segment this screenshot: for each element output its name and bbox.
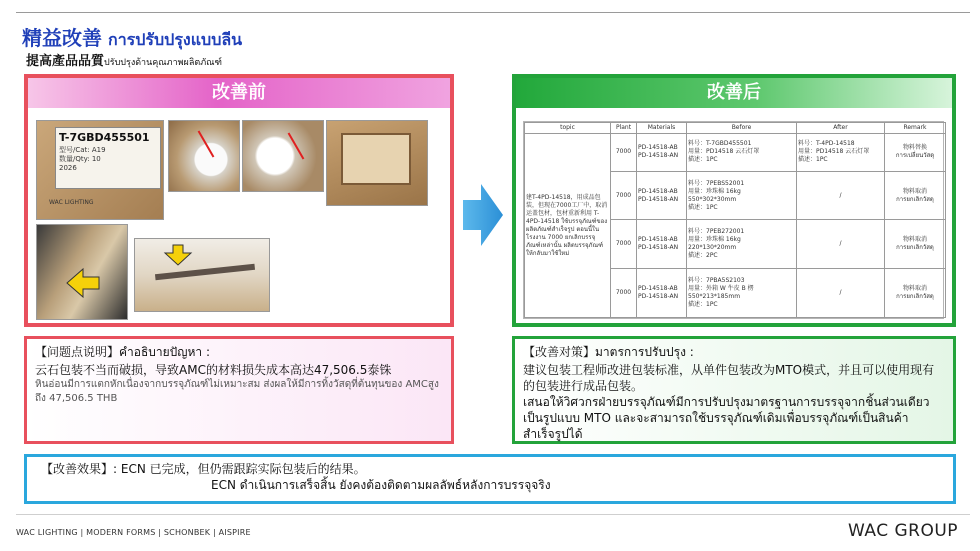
red-arrow-icon (198, 131, 215, 158)
col-header: Plant (611, 123, 637, 134)
label-code: T-7GBD455501 (59, 131, 150, 144)
effect-text-thai: ECN ดำเนินการเสร็จสิ้น ยังคงต้องติดตามผลลัพธ์หลังการบรรจุจริง (211, 478, 551, 492)
improvement-effect-box (24, 454, 956, 504)
before-cell: 料号：7PEB272001 用量：珍珠棉 16kg 220*130*20mm 描述：2PC (687, 220, 797, 269)
table-header-row (525, 123, 946, 134)
materials-cell: PD-14518-AB PD-14518-AN (637, 171, 687, 220)
strip-photo (36, 224, 128, 320)
measure-text-cn: 建议包装工程师改进包装标准，从单件包装改为MTO模式，并且可以使用现有的包装进行成品包装。 (523, 363, 935, 393)
footer-brands: WAC LIGHTING | MODERN FORMS | SCHONBEK | AISPIRE (16, 528, 251, 537)
page-subtitle-cn: 提高產品品質 (26, 54, 105, 69)
col-header: Materials (637, 123, 687, 134)
plant-cell: 7000 (611, 171, 637, 220)
carton-photo (326, 120, 428, 206)
problem-text-cn: 云石包装不当而破损，导致AMC的材料损失成本高达47,506.5泰铢 (35, 363, 392, 377)
problem-description-box (24, 336, 454, 444)
after-cell: / (797, 220, 885, 269)
broken-lamp-photo-1 (168, 120, 240, 192)
materials-cell: PD-14518-AB PD-14518-AN (637, 134, 687, 172)
broken-lamp-photo-2 (242, 120, 324, 192)
page-subtitle-thai: ปรับปรุงด้านคุณภาพผลิตภัณฑ์ (104, 58, 222, 68)
remark-cell: 物料取消 การยกเลิกวัสดุ (885, 220, 946, 269)
col-header: topic (525, 123, 611, 134)
measure-heading: 【改善对策】มาตรการปรับปรุง : (523, 345, 694, 359)
page-title-thai: การปรับปรุงแบบลีน (108, 30, 243, 49)
wac-group-logo: WAC GROUP (848, 521, 959, 541)
col-header: Remark (885, 123, 946, 134)
box-brand-text: WAC LIGHTING (49, 199, 94, 206)
after-cell: 料号：T-4PD-14518 用量：PD14518 云石灯罩 描述：1PC (797, 134, 885, 172)
page-title (22, 22, 242, 53)
page-subtitle (26, 50, 222, 69)
yellow-arrow-icon (37, 225, 128, 320)
problem-heading: 【问题点说明】คำอธิบายปัญหา : (35, 345, 211, 359)
bom-change-table (524, 122, 946, 318)
after-cell: / (797, 269, 885, 318)
effect-text-cn: 【改善效果】: ECN 已完成，但仍需跟踪实际包装后的结果。 (41, 462, 366, 476)
table-row (525, 134, 946, 172)
red-arrow-icon (288, 133, 305, 160)
footer-divider (16, 514, 970, 515)
col-header: Before (687, 123, 797, 134)
plant-cell: 7000 (611, 134, 637, 172)
problem-text-thai: หินอ่อนมีการแตกหักเนื่องจากบรรจุภัณฑ์ไม่เหมาะสม ส่งผลให้มีการทิ้งวัสดุที่ต้นทุนของ AMCสูงถึง 47,506.5 THB (35, 379, 439, 404)
after-panel (512, 74, 956, 327)
after-heading: 改善后 (516, 78, 952, 108)
top-divider (16, 12, 970, 13)
materials-cell: PD-14518-AB PD-14518-AN (637, 269, 687, 318)
bom-change-sheet (523, 121, 944, 319)
plant-cell: 7000 (611, 220, 637, 269)
before-cell: 料号：T-7GBD455501 用量：PD14518 云石灯罩 描述：1PC (687, 134, 797, 172)
before-cell: 料号：7PBA5S2103 用量：外箱 W 牛皮 B 楞 550*213*185mm 描述：1PC (687, 269, 797, 318)
remark-cell: 物料取消 การยกเลิกวัสดุ (885, 269, 946, 318)
col-header: After (797, 123, 885, 134)
page-title-cn: 精益改善 (22, 26, 102, 50)
plant-cell: 7000 (611, 269, 637, 318)
after-cell: / (797, 171, 885, 220)
yellow-arrow-icon (135, 239, 270, 312)
label-photo (36, 120, 164, 220)
improvement-measure-box (512, 336, 956, 444)
product-label (55, 127, 161, 189)
board-photo (134, 238, 270, 312)
label-lines: 型号/Cat: A19 数量/Qty: 10 2026 (59, 146, 106, 172)
carton-inner (341, 133, 411, 185)
remark-cell: 物料替换 การเปลี่ยนวัสดุ (885, 134, 946, 172)
materials-cell: PD-14518-AB PD-14518-AN (637, 220, 687, 269)
topic-cell: 建T-4PD-14518，用成品包装，但现在7000工厂中，取消运盖包材，包材重新利用 T-4PD-14518 ใช้บรรจุภัณฑ์ของผลิตภัณฑ์สำเร็จรูป ตอนนี้ในโรงงาน 7000 ยกเลิกบรรจุภัณฑ์เหล่านั้น ผลิตบรรจุภัณฑ์ให้กลับมาใช้ใหม่ (525, 134, 611, 318)
before-cell: 料号：7PEBS52001 用量：珍珠棉 16kg 550*302*30mm 描述：1PC (687, 171, 797, 220)
before-heading: 改善前 (28, 78, 450, 108)
before-panel (24, 74, 454, 327)
right-arrow-icon (463, 184, 503, 246)
remark-cell: 物料取消 การยกเลิกวัสดุ (885, 171, 946, 220)
measure-text-thai: เสนอให้วิศวกรฝ่ายบรรจุภัณฑ์มีการปรับปรุงมาตรฐานการบรรจุจากชิ้นส่วนเดียวเป็นรูปแบบ MTO และจะสามารถใช้บรรจุภัณฑ์เดิมเพื่อบรรจุภัณฑ์เป็นสินค้าสำเร็จรูปได้ (523, 395, 930, 441)
